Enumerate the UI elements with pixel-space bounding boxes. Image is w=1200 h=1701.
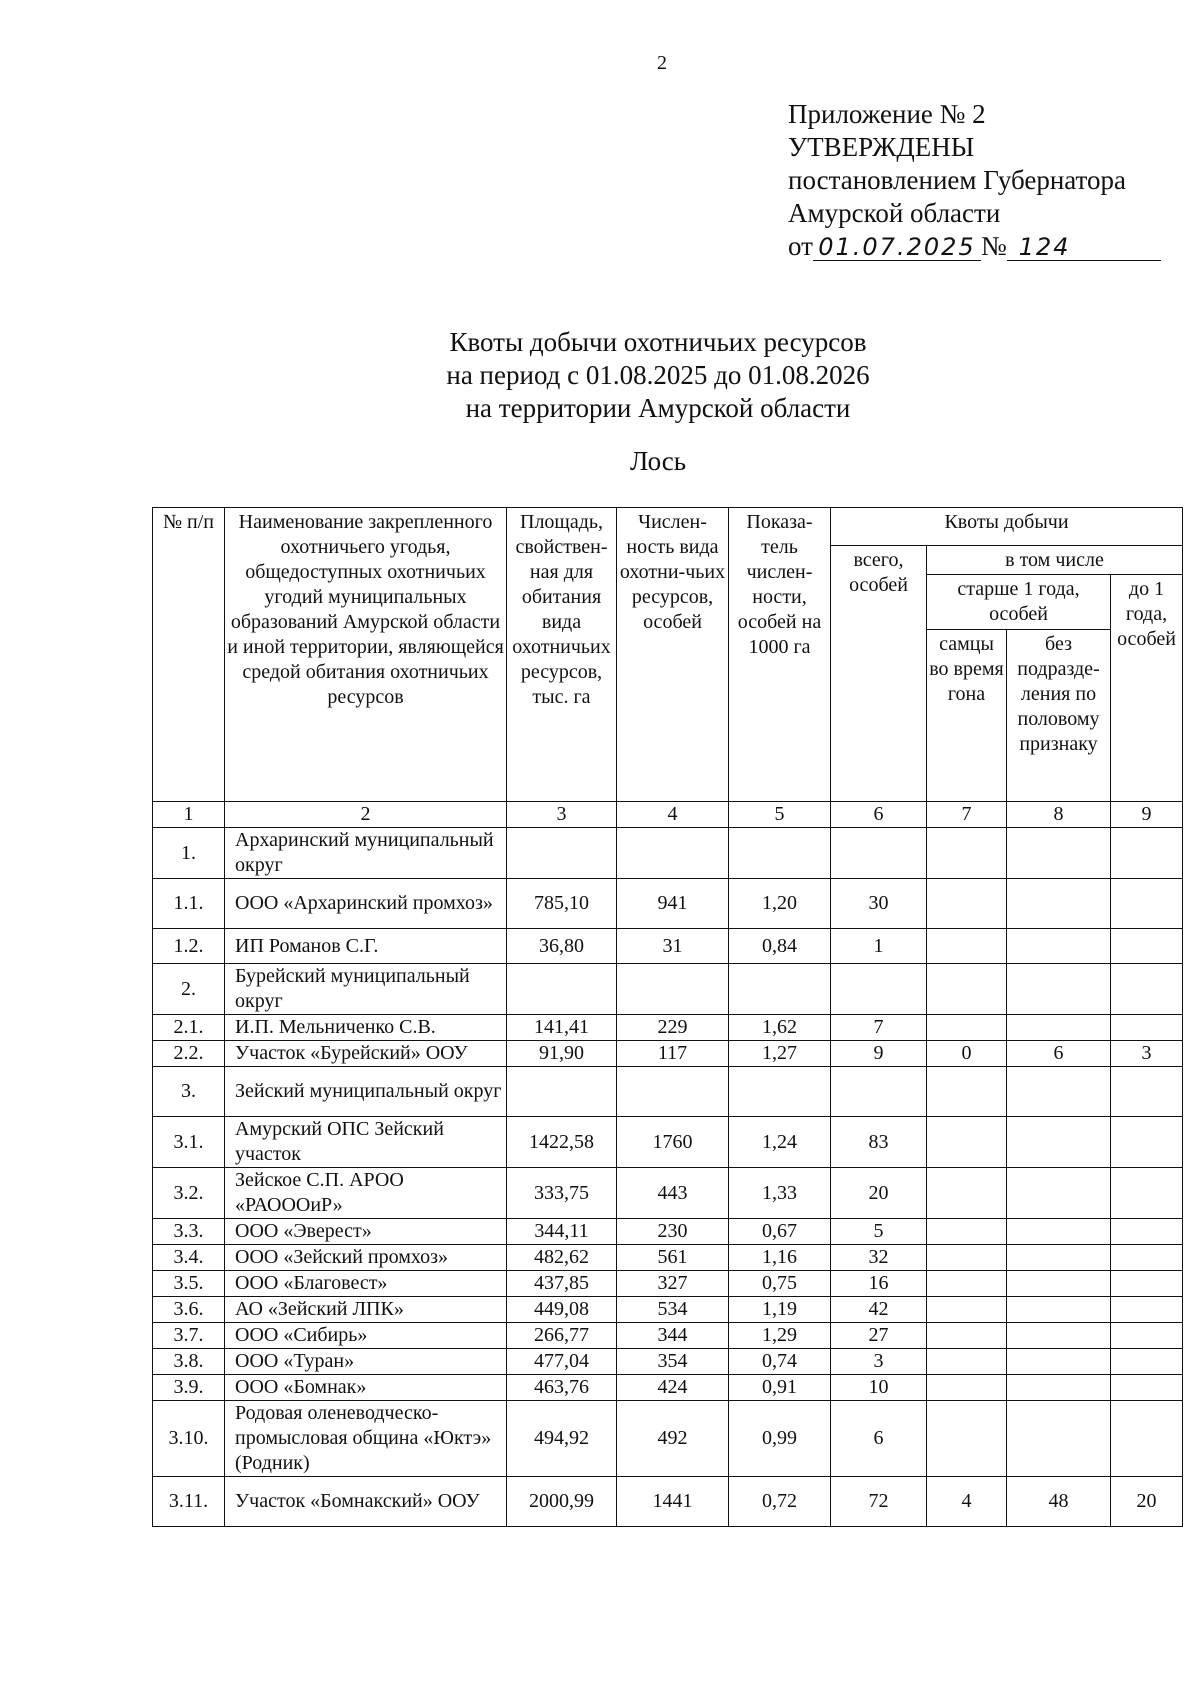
row-number: 3.10. bbox=[153, 1401, 225, 1477]
table-row bbox=[153, 1375, 1183, 1401]
row-number: 3.11. bbox=[153, 1477, 225, 1527]
row-index: 1,27 bbox=[729, 1041, 831, 1067]
row-total: 10 bbox=[831, 1375, 927, 1401]
row-count: 443 bbox=[617, 1168, 729, 1219]
row-under1 bbox=[1111, 1117, 1183, 1168]
row-males bbox=[927, 1271, 1007, 1297]
row-under1 bbox=[1111, 1375, 1183, 1401]
row-index: 1,29 bbox=[729, 1323, 831, 1349]
row-count: 229 bbox=[617, 1015, 729, 1041]
row-name: Участок «Бомнакский» ООУ bbox=[225, 1477, 507, 1527]
row-males bbox=[927, 1297, 1007, 1323]
row-nosex bbox=[1007, 1245, 1111, 1271]
table-row bbox=[153, 1219, 1183, 1245]
approval-block bbox=[788, 98, 1161, 263]
row-count: 230 bbox=[617, 1219, 729, 1245]
row-nosex bbox=[1007, 1271, 1111, 1297]
header-quota: Квоты добычи bbox=[831, 508, 1183, 546]
table-row bbox=[153, 1067, 1183, 1117]
table-row bbox=[153, 1401, 1183, 1477]
row-count: 424 bbox=[617, 1375, 729, 1401]
row-under1 bbox=[1111, 1168, 1183, 1219]
row-under1 bbox=[1111, 1349, 1183, 1375]
row-males bbox=[927, 1349, 1007, 1375]
row-area: 2000,99 bbox=[507, 1477, 617, 1527]
row-name: ООО «Эверест» bbox=[225, 1219, 507, 1245]
row-index: 1,24 bbox=[729, 1117, 831, 1168]
row-index: 0,75 bbox=[729, 1271, 831, 1297]
row-total: 30 bbox=[831, 879, 927, 929]
title-line-3: на территории Амурской области bbox=[465, 393, 851, 423]
row-total: 27 bbox=[831, 1323, 927, 1349]
row-males bbox=[927, 1219, 1007, 1245]
region-label: Амурской области bbox=[788, 198, 1001, 228]
row-area: 141,41 bbox=[507, 1015, 617, 1041]
row-males bbox=[927, 929, 1007, 964]
row-males bbox=[927, 1323, 1007, 1349]
row-area: 36,80 bbox=[507, 929, 617, 964]
row-males: 0 bbox=[927, 1041, 1007, 1067]
row-under1 bbox=[1111, 1401, 1183, 1477]
row-males bbox=[927, 964, 1007, 1015]
column-number: 5 bbox=[729, 802, 831, 828]
row-index: 1,16 bbox=[729, 1245, 831, 1271]
row-under1: 3 bbox=[1111, 1041, 1183, 1067]
row-index: 0,74 bbox=[729, 1349, 831, 1375]
header-count: Числен-ность вида охотни-чьих ресурсов, особей bbox=[617, 508, 729, 802]
row-area bbox=[507, 828, 617, 879]
row-total bbox=[831, 1067, 927, 1117]
row-count bbox=[617, 1067, 729, 1117]
row-index: 1,19 bbox=[729, 1297, 831, 1323]
row-under1 bbox=[1111, 1245, 1183, 1271]
row-total: 6 bbox=[831, 1401, 927, 1477]
column-number-row bbox=[153, 802, 1183, 828]
table-row bbox=[153, 929, 1183, 964]
row-count: 354 bbox=[617, 1349, 729, 1375]
row-area: 1422,58 bbox=[507, 1117, 617, 1168]
row-name: ООО «Архаринский промхоз» bbox=[225, 879, 507, 929]
column-number: 8 bbox=[1007, 802, 1111, 828]
row-count bbox=[617, 964, 729, 1015]
row-area bbox=[507, 1067, 617, 1117]
row-males bbox=[927, 1168, 1007, 1219]
table-row bbox=[153, 1323, 1183, 1349]
column-number: 3 bbox=[507, 802, 617, 828]
row-count: 492 bbox=[617, 1401, 729, 1477]
species-heading: Лось bbox=[629, 446, 687, 476]
header-index: Показа-тель числен-ности, особей на 1000 га bbox=[729, 508, 831, 802]
row-total: 72 bbox=[831, 1477, 927, 1527]
row-number: 3.1. bbox=[153, 1117, 225, 1168]
row-number: 3.4. bbox=[153, 1245, 225, 1271]
row-name: Зейское С.П. АРОО «РАОООиР» bbox=[225, 1168, 507, 1219]
row-total: 32 bbox=[831, 1245, 927, 1271]
column-number: 4 bbox=[617, 802, 729, 828]
row-total: 16 bbox=[831, 1271, 927, 1297]
row-nosex: 6 bbox=[1007, 1041, 1111, 1067]
row-total: 9 bbox=[831, 1041, 927, 1067]
row-nosex bbox=[1007, 879, 1111, 929]
row-total: 7 bbox=[831, 1015, 927, 1041]
row-name: ООО «Зейский промхоз» bbox=[225, 1245, 507, 1271]
row-area bbox=[507, 964, 617, 1015]
row-count: 31 bbox=[617, 929, 729, 964]
table-row bbox=[153, 1117, 1183, 1168]
row-count: 327 bbox=[617, 1271, 729, 1297]
row-area: 333,75 bbox=[507, 1168, 617, 1219]
row-index: 0,91 bbox=[729, 1375, 831, 1401]
document-title bbox=[0, 326, 1200, 425]
header-num: № п/п bbox=[153, 508, 225, 802]
row-name: Архаринский муниципальный округ bbox=[225, 828, 507, 879]
header-older: старше 1 года, особей bbox=[927, 575, 1111, 630]
row-number: 3.7. bbox=[153, 1323, 225, 1349]
handwritten-number: 124 bbox=[1007, 234, 1161, 261]
row-name: ИП Романов С.Г. bbox=[225, 929, 507, 964]
row-area: 477,04 bbox=[507, 1349, 617, 1375]
row-number: 3.8. bbox=[153, 1349, 225, 1375]
row-males: 4 bbox=[927, 1477, 1007, 1527]
row-name: ООО «Бомнак» bbox=[225, 1375, 507, 1401]
row-number: 2.2. bbox=[153, 1041, 225, 1067]
row-nosex bbox=[1007, 929, 1111, 964]
row-area: 437,85 bbox=[507, 1271, 617, 1297]
row-nosex bbox=[1007, 1117, 1111, 1168]
header-males: самцы во время гона bbox=[927, 630, 1007, 802]
row-index: 0,72 bbox=[729, 1477, 831, 1527]
row-name: Бурейский муниципальный округ bbox=[225, 964, 507, 1015]
row-area: 344,11 bbox=[507, 1219, 617, 1245]
row-number: 3. bbox=[153, 1067, 225, 1117]
row-under1 bbox=[1111, 964, 1183, 1015]
title-line-1: Квоты добычи охотничьих ресурсов bbox=[449, 327, 867, 357]
table-row bbox=[153, 828, 1183, 879]
approved-label: УТВЕРЖДЕНЫ bbox=[788, 132, 975, 162]
table-row bbox=[153, 1297, 1183, 1323]
row-count: 344 bbox=[617, 1323, 729, 1349]
row-area: 463,76 bbox=[507, 1375, 617, 1401]
row-total: 20 bbox=[831, 1168, 927, 1219]
header-under1: до 1 года, особей bbox=[1111, 575, 1183, 802]
column-number: 6 bbox=[831, 802, 927, 828]
decree-date-number bbox=[788, 230, 1161, 263]
title-line-2: на период с 01.08.2025 до 01.08.2026 bbox=[446, 360, 870, 390]
row-name: ООО «Туран» bbox=[225, 1349, 507, 1375]
header-nosex: без подразде-ления по половому признаку bbox=[1007, 630, 1111, 802]
column-number: 7 bbox=[927, 802, 1007, 828]
row-name: Родовая оленеводческо-промысловая община «Юктэ» (Родник) bbox=[225, 1401, 507, 1477]
row-name: И.П. Мельниченко С.В. bbox=[225, 1015, 507, 1041]
from-label: от bbox=[788, 231, 813, 261]
row-index: 0,67 bbox=[729, 1219, 831, 1245]
row-number: 2.1. bbox=[153, 1015, 225, 1041]
row-count: 941 bbox=[617, 879, 729, 929]
row-number: 3.3. bbox=[153, 1219, 225, 1245]
row-name: Амурский ОПС Зейский участок bbox=[225, 1117, 507, 1168]
row-count: 534 bbox=[617, 1297, 729, 1323]
table-row bbox=[153, 1168, 1183, 1219]
header-area: Площадь, свойствен-ная для обитания вида охотничьих ресурсов, тыс. га bbox=[507, 508, 617, 802]
row-area: 91,90 bbox=[507, 1041, 617, 1067]
row-males bbox=[927, 828, 1007, 879]
row-number: 1.2. bbox=[153, 929, 225, 964]
row-nosex bbox=[1007, 1015, 1111, 1041]
row-nosex bbox=[1007, 1297, 1111, 1323]
row-males bbox=[927, 879, 1007, 929]
row-index bbox=[729, 964, 831, 1015]
row-name: ООО «Благовест» bbox=[225, 1271, 507, 1297]
row-number: 3.9. bbox=[153, 1375, 225, 1401]
row-under1 bbox=[1111, 1271, 1183, 1297]
row-males bbox=[927, 1067, 1007, 1117]
decree-label: постановлением Губернатора bbox=[788, 165, 1126, 195]
row-name: ООО «Сибирь» bbox=[225, 1323, 507, 1349]
table-row bbox=[153, 1477, 1183, 1527]
row-under1 bbox=[1111, 1297, 1183, 1323]
row-nosex: 48 bbox=[1007, 1477, 1111, 1527]
row-under1 bbox=[1111, 1015, 1183, 1041]
row-nosex bbox=[1007, 1375, 1111, 1401]
row-index: 1,62 bbox=[729, 1015, 831, 1041]
table-row bbox=[153, 879, 1183, 929]
row-number: 3.6. bbox=[153, 1297, 225, 1323]
row-males bbox=[927, 1245, 1007, 1271]
table-row bbox=[153, 1015, 1183, 1041]
row-count bbox=[617, 828, 729, 879]
handwritten-date: 01.07.2025 bbox=[813, 234, 981, 261]
row-under1 bbox=[1111, 1323, 1183, 1349]
row-number: 1. bbox=[153, 828, 225, 879]
row-index: 1,33 bbox=[729, 1168, 831, 1219]
row-total: 3 bbox=[831, 1349, 927, 1375]
row-number: 2. bbox=[153, 964, 225, 1015]
column-number: 2 bbox=[225, 802, 507, 828]
row-under1: 20 bbox=[1111, 1477, 1183, 1527]
row-males bbox=[927, 1015, 1007, 1041]
row-nosex bbox=[1007, 1067, 1111, 1117]
row-count: 1441 bbox=[617, 1477, 729, 1527]
row-name: Участок «Бурейский» ООУ bbox=[225, 1041, 507, 1067]
row-count: 561 bbox=[617, 1245, 729, 1271]
quota-table bbox=[152, 507, 1183, 1527]
row-index: 0,99 bbox=[729, 1401, 831, 1477]
table-row bbox=[153, 1271, 1183, 1297]
column-number: 9 bbox=[1111, 802, 1183, 828]
row-index: 1,20 bbox=[729, 879, 831, 929]
row-nosex bbox=[1007, 1219, 1111, 1245]
row-index: 0,84 bbox=[729, 929, 831, 964]
row-males bbox=[927, 1375, 1007, 1401]
row-nosex bbox=[1007, 1323, 1111, 1349]
row-count: 117 bbox=[617, 1041, 729, 1067]
row-nosex bbox=[1007, 828, 1111, 879]
row-number: 3.5. bbox=[153, 1271, 225, 1297]
row-area: 482,62 bbox=[507, 1245, 617, 1271]
row-males bbox=[927, 1117, 1007, 1168]
row-number: 3.2. bbox=[153, 1168, 225, 1219]
row-total: 83 bbox=[831, 1117, 927, 1168]
page-number: 2 bbox=[657, 52, 667, 74]
row-index bbox=[729, 828, 831, 879]
table-row bbox=[153, 1349, 1183, 1375]
row-under1 bbox=[1111, 929, 1183, 964]
header-including: в том числе bbox=[927, 546, 1183, 575]
row-name: Зейский муниципальный округ bbox=[225, 1067, 507, 1117]
header-name: Наименование закрепленного охотничьего угодья, общедоступных охотничьих угодий муниципальных образований Амурской области и иной территории, являющейся средой обитания охотничьих ресурсов bbox=[225, 508, 507, 802]
row-under1 bbox=[1111, 879, 1183, 929]
row-nosex bbox=[1007, 1401, 1111, 1477]
row-area: 449,08 bbox=[507, 1297, 617, 1323]
appendix-label: Приложение № 2 bbox=[788, 99, 986, 129]
row-under1 bbox=[1111, 1219, 1183, 1245]
row-area: 266,77 bbox=[507, 1323, 617, 1349]
table-row bbox=[153, 1245, 1183, 1271]
row-nosex bbox=[1007, 1349, 1111, 1375]
table-row bbox=[153, 964, 1183, 1015]
row-under1 bbox=[1111, 828, 1183, 879]
row-area: 785,10 bbox=[507, 879, 617, 929]
row-count: 1760 bbox=[617, 1117, 729, 1168]
row-under1 bbox=[1111, 1067, 1183, 1117]
row-nosex bbox=[1007, 964, 1111, 1015]
row-number: 1.1. bbox=[153, 879, 225, 929]
row-area: 494,92 bbox=[507, 1401, 617, 1477]
row-males bbox=[927, 1401, 1007, 1477]
row-total bbox=[831, 964, 927, 1015]
header-total: всего, особей bbox=[831, 546, 927, 802]
column-number: 1 bbox=[153, 802, 225, 828]
row-total: 5 bbox=[831, 1219, 927, 1245]
table-row bbox=[153, 1041, 1183, 1067]
row-nosex bbox=[1007, 1168, 1111, 1219]
row-name: АО «Зейский ЛПК» bbox=[225, 1297, 507, 1323]
row-total bbox=[831, 828, 927, 879]
row-index bbox=[729, 1067, 831, 1117]
row-total: 42 bbox=[831, 1297, 927, 1323]
number-label: № bbox=[980, 231, 1007, 261]
row-total: 1 bbox=[831, 929, 927, 964]
